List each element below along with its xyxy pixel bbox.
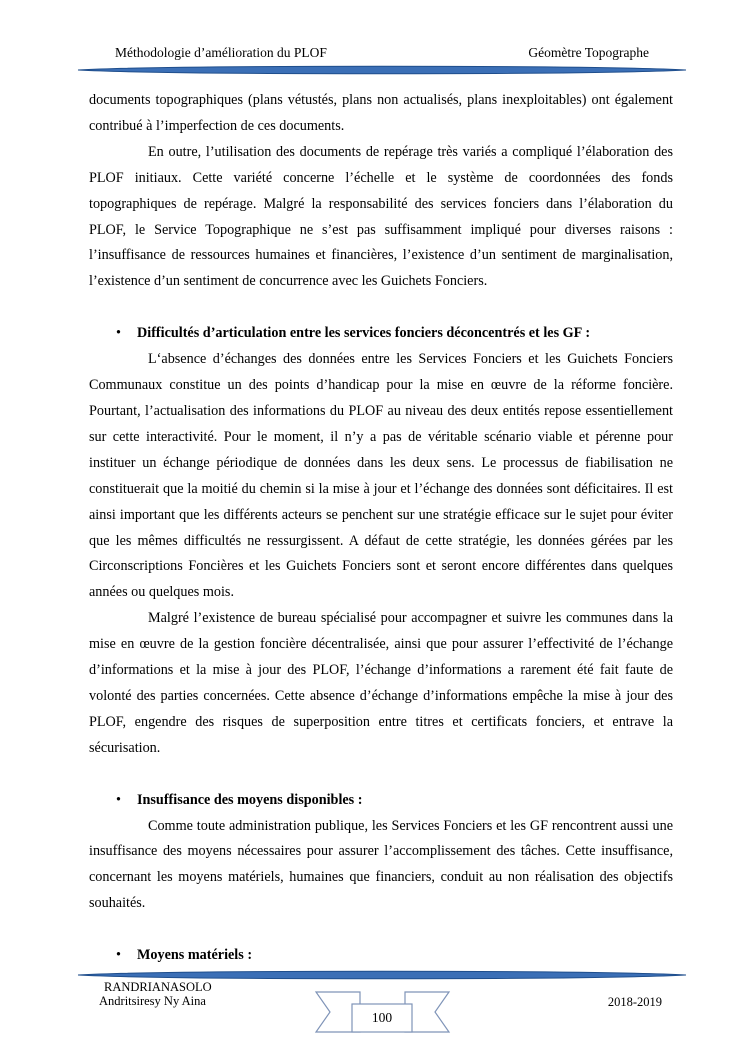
bullet-heading-text: Insuffisance des moyens disponibles : [137, 791, 363, 808]
page-body [89, 88, 673, 969]
header-rule [76, 64, 688, 76]
bullet-icon: • [116, 791, 121, 808]
bullet-heading [89, 943, 673, 969]
paragraph: Malgré l’existence de bureau spécialisé pour accompagner et suivre les communes dans la mise en œuvre de la gestion foncière décentralisée, ainsi que pour assurer l’effectivité de l’échange d’informations et la mise à jour des PLOF, l’échange d’informations a rarement été fait faute de volonté des parties concernées. Cette absence d’échange d’informations empêche la mise à jour des PLOF, engendre des risques de superposition entre titres et certificats fonciers, et entrave la sécurisation. [89, 610, 673, 756]
bullet-heading [89, 788, 673, 814]
paragraph: L‘absence d’échanges des données entre les Services Fonciers et les Guichets Fonciers Communaux constitue un des points d’handicap pour la mise en œuvre de la réforme foncière. Pourtant, l’actualisation des informations du PLOF au niveau des deux entités repose essentiellement sur cette interactivité. Pour le moment, il n’y a pas de véritable scénario viable et pérenne pour instituer un échange périodique de données dans les deux sens. Le processus de fiabilisation ne constituerait que la moitié du chemin si la mise à jour et l’échange des données sont déficitaires. Il est ainsi important que les différents acteurs se penchent sur une stratégie efficace sur le sujet pour éviter que les mêmes difficultés ne ressurgissent. A défaut de cette stratégie, les données gérées par les Circonscriptions Foncières et les Guichets Fonciers sont et seront encore différentes dans quelques années ou quelques mois. [89, 351, 673, 601]
bullet-heading [89, 321, 673, 347]
paragraph: En outre, l’utilisation des documents de repérage très variés a compliqué l’élaboration des PLOF initiaux. Cette variété concerne l’échelle et le système de coordonnées des fonds topographiques de repérage. Malgré la responsabilité des services fonciers dans l’élaboration du PLOF, le Service Topographique ne s’est pas suffisamment impliqué pour diverses raisons : l’insuffisance de ressources humaines et financières, l’existence d’un sentiment de marginalisation, l’existence d’un sentiment de concurrence avec les Guichets Fonciers. [89, 143, 673, 290]
paragraph: Comme toute administration publique, les Services Fonciers et les GF rencontrent aussi une insuffisance des moyens nécessaires pour assurer l’accomplissement des tâches. Cette insuffisance, concernant les moyens matériels, humaines que financiers, conduit au non réalisation des objectifs souhaités. [89, 817, 673, 912]
page-number: 100 [371, 1010, 393, 1025]
header-title-right: Géomètre Topographe [528, 45, 649, 60]
paragraph: documents topographiques (plans vétustés, plans non actualisés, plans inexploitables) ont également contribué à l’imperfection de ces documents. [89, 92, 673, 134]
bullet-heading-text: Difficultés d’articulation entre les services fonciers déconcentrés et les GF : [137, 325, 591, 342]
footer-author-line1: RANDRIANASOLO [104, 980, 212, 994]
footer-author-line2: Andritsiresy Ny Aina [99, 994, 206, 1008]
bullet-icon: • [116, 947, 121, 964]
bullet-icon: • [116, 325, 121, 342]
footer-year: 2018-2019 [607, 995, 662, 1009]
bullet-heading-text: Moyens matériels : [137, 947, 253, 964]
header-title-left: Méthodologie d’amélioration du PLOF [115, 45, 327, 60]
